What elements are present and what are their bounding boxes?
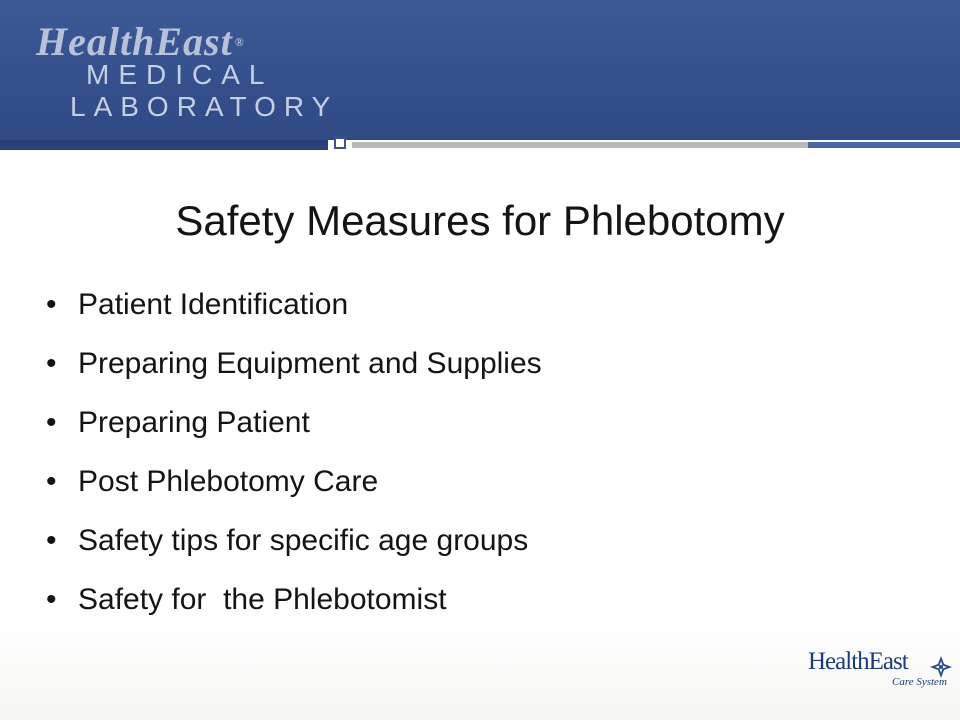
- care-system-cross-icon: [928, 654, 954, 680]
- bullet-text: Preparing Equipment and Supplies: [78, 347, 542, 380]
- footer-logo-subtitle: Care System: [892, 676, 947, 688]
- divider-square-marker: [334, 137, 346, 149]
- bullet-text: Post Phlebotomy Care: [78, 465, 379, 498]
- bullet-dot: •: [46, 288, 57, 321]
- brand-name: HealthEast ®: [36, 19, 245, 64]
- slide-title: Safety Measures for Phlebotomy: [175, 197, 785, 244]
- bullet-item: [46, 395, 542, 454]
- bullet-text: Patient Identification: [78, 288, 349, 321]
- header-band: [0, 0, 960, 140]
- bullet-list: [46, 277, 542, 631]
- bullet-text: Preparing Patient: [78, 406, 310, 439]
- divider-segment-middle: [352, 142, 808, 148]
- bullet-item: [46, 277, 542, 336]
- bullet-item: [46, 336, 542, 395]
- brand-line-medical: MEDICAL: [86, 59, 274, 90]
- bullet-dot: •: [46, 465, 57, 498]
- footer-logo-name: HealthEast: [808, 648, 908, 675]
- bullet-item: [46, 454, 542, 513]
- divider-segment-right: [808, 142, 960, 148]
- bullet-dot: •: [46, 406, 57, 439]
- bullet-dot: •: [46, 524, 57, 557]
- bullet-text: Safety tips for specific age groups: [78, 524, 529, 557]
- bullet-item: [46, 513, 542, 572]
- brand-line-laboratory: LABORATORY: [70, 91, 339, 122]
- bullet-dot: •: [46, 583, 57, 616]
- header-divider: [0, 140, 960, 150]
- registered-mark: ®: [234, 35, 245, 49]
- bullet-dot: •: [46, 347, 57, 380]
- bullet-text: Safety for the Phlebotomist: [78, 583, 447, 616]
- divider-segment-left: [0, 140, 328, 150]
